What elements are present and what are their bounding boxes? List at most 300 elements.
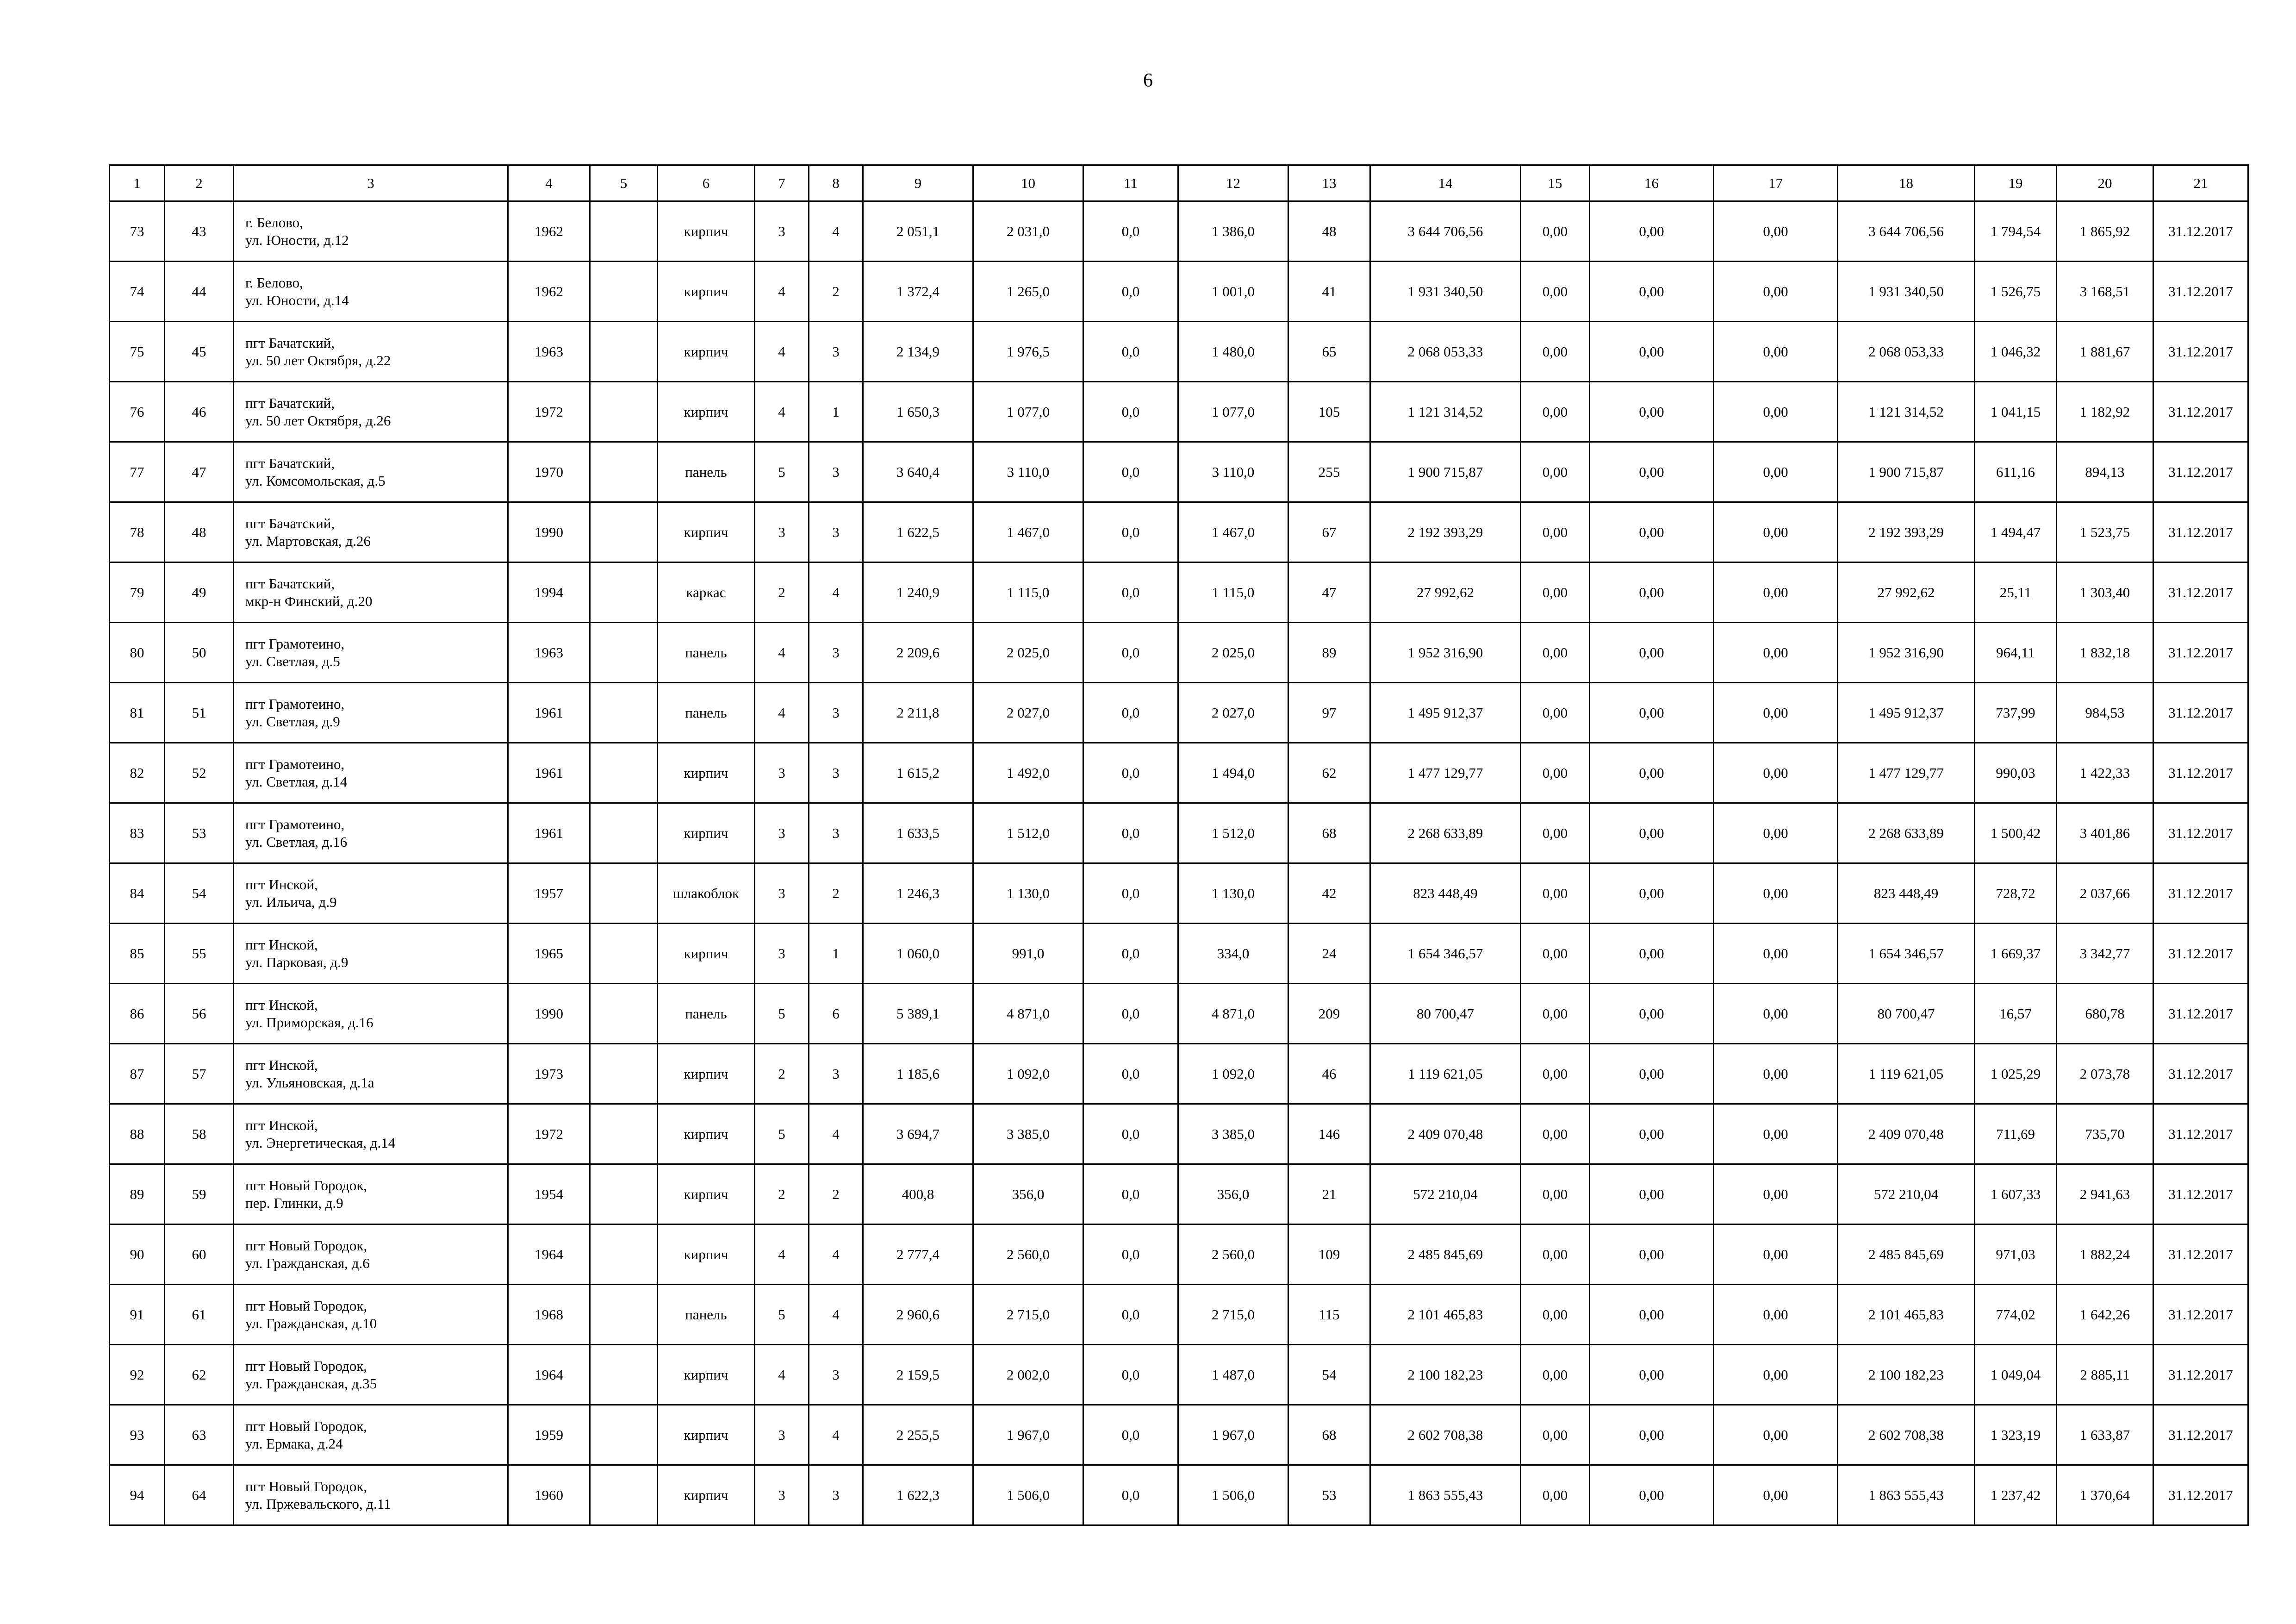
cell-col-17: 0,00 xyxy=(1714,382,1838,442)
cell-col-16: 0,00 xyxy=(1590,442,1714,502)
locality-text: пгт Инской, xyxy=(245,1056,318,1073)
cell-col-4: 1961 xyxy=(508,803,590,863)
table-body xyxy=(110,165,2248,1525)
cell-col-9: 400,8 xyxy=(863,1164,973,1224)
cell-col-15: 0,00 xyxy=(1521,502,1590,562)
cell-col-1: 84 xyxy=(110,863,165,924)
cell-col-7: 5 xyxy=(755,1285,809,1345)
cell-col-6: кирпич xyxy=(658,1044,755,1104)
cell-col-1: 78 xyxy=(110,502,165,562)
cell-col-1: 86 xyxy=(110,984,165,1044)
cell-col-14: 2 100 182,23 xyxy=(1370,1345,1521,1405)
cell-col-6: панель xyxy=(658,1285,755,1345)
cell-col-21: 31.12.2017 xyxy=(2153,262,2248,322)
cell-col-14: 2 602 708,38 xyxy=(1370,1405,1521,1465)
cell-col-20: 2 037,66 xyxy=(2057,863,2153,924)
cell-col-19: 1 025,29 xyxy=(1975,1044,2057,1104)
locality-text: пгт Грамотеино, xyxy=(245,695,345,712)
cell-col-17: 0,00 xyxy=(1714,743,1838,803)
cell-col-2: 62 xyxy=(165,1345,234,1405)
cell-col-2: 59 xyxy=(165,1164,234,1224)
cell-col-14: 2 409 070,48 xyxy=(1370,1104,1521,1164)
cell-col-2: 50 xyxy=(165,623,234,683)
cell-col-13: 115 xyxy=(1288,1285,1370,1345)
cell-col-17: 0,00 xyxy=(1714,1044,1838,1104)
cell-col-6: каркас xyxy=(658,562,755,623)
cell-col-19: 1 500,42 xyxy=(1975,803,2057,863)
page-number: 6 xyxy=(1143,70,1153,91)
cell-col-15: 0,00 xyxy=(1521,1104,1590,1164)
cell-col-1: 82 xyxy=(110,743,165,803)
cell-col-4: 1962 xyxy=(508,201,590,262)
cell-col-16: 0,00 xyxy=(1590,1465,1714,1525)
cell-col-11: 0,0 xyxy=(1083,1285,1178,1345)
cell-col-5 xyxy=(590,924,658,984)
table-row xyxy=(110,1345,2248,1405)
cell-col-2: 44 xyxy=(165,262,234,322)
cell-col-13: 255 xyxy=(1288,442,1370,502)
cell-col-11: 0,0 xyxy=(1083,1224,1178,1285)
cell-col-12: 1 077,0 xyxy=(1178,382,1288,442)
cell-col-12: 4 871,0 xyxy=(1178,984,1288,1044)
cell-col-16: 0,00 xyxy=(1590,683,1714,743)
cell-col-13: 47 xyxy=(1288,562,1370,623)
cell-col-20: 3 168,51 xyxy=(2057,262,2153,322)
cell-col-11: 0,0 xyxy=(1083,1044,1178,1104)
locality-text: пгт Грамотеино, xyxy=(245,756,345,772)
cell-col-18: 1 477 129,77 xyxy=(1838,743,1975,803)
cell-col-9: 1 633,5 xyxy=(863,803,973,863)
cell-col-17: 0,00 xyxy=(1714,863,1838,924)
cell-col-20: 3 401,86 xyxy=(2057,803,2153,863)
cell-col-19: 711,69 xyxy=(1975,1104,2057,1164)
street-text: ул. Комсомольская, д.5 xyxy=(245,472,386,489)
cell-col-13: 48 xyxy=(1288,201,1370,262)
cell-col-1: 91 xyxy=(110,1285,165,1345)
address-cell xyxy=(234,743,508,803)
cell-col-7: 3 xyxy=(755,803,809,863)
cell-col-9: 1 372,4 xyxy=(863,262,973,322)
cell-col-10: 1 512,0 xyxy=(973,803,1083,863)
address-cell xyxy=(234,1224,508,1285)
cell-col-20: 2 073,78 xyxy=(2057,1044,2153,1104)
cell-col-9: 1 615,2 xyxy=(863,743,973,803)
address-cell xyxy=(234,623,508,683)
street-text: ул. Ульяновская, д.1а xyxy=(245,1074,374,1091)
cell-col-17: 0,00 xyxy=(1714,502,1838,562)
cell-col-16: 0,00 xyxy=(1590,262,1714,322)
address-cell xyxy=(234,262,508,322)
cell-col-9: 2 211,8 xyxy=(863,683,973,743)
cell-col-7: 2 xyxy=(755,1164,809,1224)
cell-col-13: 42 xyxy=(1288,863,1370,924)
locality-text: пгт Инской, xyxy=(245,996,318,1013)
cell-col-10: 1 967,0 xyxy=(973,1405,1083,1465)
cell-col-12: 3 385,0 xyxy=(1178,1104,1288,1164)
cell-col-10: 2 002,0 xyxy=(973,1345,1083,1405)
cell-col-4: 1972 xyxy=(508,1104,590,1164)
cell-col-12: 1 967,0 xyxy=(1178,1405,1288,1465)
column-header: 13 xyxy=(1288,165,1370,201)
cell-col-11: 0,0 xyxy=(1083,322,1178,382)
cell-col-5 xyxy=(590,743,658,803)
cell-col-14: 1 495 912,37 xyxy=(1370,683,1521,743)
cell-col-18: 2 409 070,48 xyxy=(1838,1104,1975,1164)
cell-col-15: 0,00 xyxy=(1521,382,1590,442)
cell-col-19: 1 237,42 xyxy=(1975,1465,2057,1525)
column-header: 2 xyxy=(165,165,234,201)
cell-col-1: 89 xyxy=(110,1164,165,1224)
cell-col-21: 31.12.2017 xyxy=(2153,1405,2248,1465)
cell-col-10: 1 492,0 xyxy=(973,743,1083,803)
cell-col-4: 1964 xyxy=(508,1224,590,1285)
cell-col-11: 0,0 xyxy=(1083,562,1178,623)
cell-col-17: 0,00 xyxy=(1714,1345,1838,1405)
cell-col-11: 0,0 xyxy=(1083,743,1178,803)
cell-col-11: 0,0 xyxy=(1083,442,1178,502)
cell-col-11: 0,0 xyxy=(1083,984,1178,1044)
cell-col-4: 1959 xyxy=(508,1405,590,1465)
cell-col-5 xyxy=(590,1285,658,1345)
cell-col-9: 2 255,5 xyxy=(863,1405,973,1465)
table-row xyxy=(110,562,2248,623)
cell-col-11: 0,0 xyxy=(1083,201,1178,262)
cell-col-10: 1 976,5 xyxy=(973,322,1083,382)
cell-col-20: 2 885,11 xyxy=(2057,1345,2153,1405)
cell-col-9: 1 622,5 xyxy=(863,502,973,562)
cell-col-5 xyxy=(590,1465,658,1525)
cell-col-17: 0,00 xyxy=(1714,683,1838,743)
table-row xyxy=(110,201,2248,262)
street-text: ул. Светлая, д.5 xyxy=(245,653,340,669)
cell-col-18: 1 931 340,50 xyxy=(1838,262,1975,322)
cell-col-10: 4 871,0 xyxy=(973,984,1083,1044)
cell-col-4: 1954 xyxy=(508,1164,590,1224)
table-row xyxy=(110,262,2248,322)
cell-col-14: 2 101 465,83 xyxy=(1370,1285,1521,1345)
cell-col-5 xyxy=(590,623,658,683)
table-row xyxy=(110,623,2248,683)
cell-col-18: 2 068 053,33 xyxy=(1838,322,1975,382)
street-text: ул. Светлая, д.14 xyxy=(245,773,348,790)
locality-text: пгт Грамотеино, xyxy=(245,816,345,832)
cell-col-12: 1 494,0 xyxy=(1178,743,1288,803)
column-header: 17 xyxy=(1714,165,1838,201)
cell-col-19: 728,72 xyxy=(1975,863,2057,924)
cell-col-16: 0,00 xyxy=(1590,743,1714,803)
table-row xyxy=(110,1104,2248,1164)
cell-col-12: 1 506,0 xyxy=(1178,1465,1288,1525)
cell-col-21: 31.12.2017 xyxy=(2153,924,2248,984)
cell-col-9: 1 185,6 xyxy=(863,1044,973,1104)
cell-col-21: 31.12.2017 xyxy=(2153,1465,2248,1525)
cell-col-18: 2 101 465,83 xyxy=(1838,1285,1975,1345)
locality-text: пгт Новый Городок, xyxy=(245,1357,367,1374)
street-text: ул. Энергетическая, д.14 xyxy=(245,1134,396,1151)
cell-col-12: 1 512,0 xyxy=(1178,803,1288,863)
cell-col-12: 2 560,0 xyxy=(1178,1224,1288,1285)
cell-col-16: 0,00 xyxy=(1590,201,1714,262)
cell-col-10: 3 385,0 xyxy=(973,1104,1083,1164)
cell-col-13: 41 xyxy=(1288,262,1370,322)
cell-col-16: 0,00 xyxy=(1590,924,1714,984)
street-text: ул. Светлая, д.9 xyxy=(245,713,340,730)
cell-col-13: 65 xyxy=(1288,322,1370,382)
table-row xyxy=(110,743,2248,803)
cell-col-7: 3 xyxy=(755,924,809,984)
cell-col-8: 6 xyxy=(809,984,863,1044)
cell-col-2: 49 xyxy=(165,562,234,623)
cell-col-15: 0,00 xyxy=(1521,803,1590,863)
cell-col-13: 97 xyxy=(1288,683,1370,743)
cell-col-17: 0,00 xyxy=(1714,442,1838,502)
cell-col-19: 774,02 xyxy=(1975,1285,2057,1345)
column-header: 19 xyxy=(1975,165,2057,201)
street-text: ул. Гражданская, д.10 xyxy=(245,1315,377,1331)
cell-col-13: 24 xyxy=(1288,924,1370,984)
locality-text: пгт Новый Городок, xyxy=(245,1418,367,1434)
cell-col-5 xyxy=(590,502,658,562)
cell-col-6: кирпич xyxy=(658,1465,755,1525)
cell-col-19: 25,11 xyxy=(1975,562,2057,623)
cell-col-5 xyxy=(590,201,658,262)
address-cell xyxy=(234,1345,508,1405)
cell-col-20: 1 182,92 xyxy=(2057,382,2153,442)
cell-col-8: 4 xyxy=(809,201,863,262)
cell-col-7: 3 xyxy=(755,1465,809,1525)
cell-col-8: 4 xyxy=(809,562,863,623)
cell-col-21: 31.12.2017 xyxy=(2153,1224,2248,1285)
cell-col-7: 5 xyxy=(755,984,809,1044)
street-text: ул. Пржевальского, д.11 xyxy=(245,1495,391,1512)
cell-col-12: 356,0 xyxy=(1178,1164,1288,1224)
street-text: ул. Гражданская, д.6 xyxy=(245,1255,370,1271)
cell-col-20: 1 832,18 xyxy=(2057,623,2153,683)
cell-col-1: 88 xyxy=(110,1104,165,1164)
cell-col-18: 1 495 912,37 xyxy=(1838,683,1975,743)
cell-col-16: 0,00 xyxy=(1590,1044,1714,1104)
cell-col-18: 572 210,04 xyxy=(1838,1164,1975,1224)
cell-col-8: 2 xyxy=(809,262,863,322)
street-text: пер. Глинки, д.9 xyxy=(245,1194,343,1211)
cell-col-2: 55 xyxy=(165,924,234,984)
cell-col-2: 45 xyxy=(165,322,234,382)
cell-col-2: 58 xyxy=(165,1104,234,1164)
cell-col-5 xyxy=(590,1224,658,1285)
cell-col-15: 0,00 xyxy=(1521,863,1590,924)
cell-col-5 xyxy=(590,984,658,1044)
cell-col-8: 1 xyxy=(809,924,863,984)
cell-col-17: 0,00 xyxy=(1714,262,1838,322)
cell-col-15: 0,00 xyxy=(1521,562,1590,623)
cell-col-10: 1 506,0 xyxy=(973,1465,1083,1525)
cell-col-12: 1 115,0 xyxy=(1178,562,1288,623)
column-header: 18 xyxy=(1838,165,1975,201)
table-row xyxy=(110,803,2248,863)
cell-col-2: 64 xyxy=(165,1465,234,1525)
cell-col-16: 0,00 xyxy=(1590,1224,1714,1285)
cell-col-8: 3 xyxy=(809,1044,863,1104)
cell-col-1: 73 xyxy=(110,201,165,262)
cell-col-6: кирпич xyxy=(658,201,755,262)
cell-col-9: 2 051,1 xyxy=(863,201,973,262)
cell-col-1: 92 xyxy=(110,1345,165,1405)
cell-col-5 xyxy=(590,382,658,442)
cell-col-8: 3 xyxy=(809,442,863,502)
cell-col-14: 2 192 393,29 xyxy=(1370,502,1521,562)
cell-col-18: 2 100 182,23 xyxy=(1838,1345,1975,1405)
cell-col-8: 3 xyxy=(809,743,863,803)
cell-col-12: 1 092,0 xyxy=(1178,1044,1288,1104)
cell-col-10: 1 265,0 xyxy=(973,262,1083,322)
locality-text: пгт Бачатский, xyxy=(245,394,335,411)
cell-col-13: 89 xyxy=(1288,623,1370,683)
cell-col-19: 1 494,47 xyxy=(1975,502,2057,562)
cell-col-16: 0,00 xyxy=(1590,382,1714,442)
cell-col-10: 356,0 xyxy=(973,1164,1083,1224)
cell-col-12: 3 110,0 xyxy=(1178,442,1288,502)
cell-col-20: 1 882,24 xyxy=(2057,1224,2153,1285)
table-row xyxy=(110,1285,2248,1345)
cell-col-15: 0,00 xyxy=(1521,1164,1590,1224)
cell-col-21: 31.12.2017 xyxy=(2153,984,2248,1044)
cell-col-20: 1 370,64 xyxy=(2057,1465,2153,1525)
table-row xyxy=(110,1044,2248,1104)
cell-col-19: 1 323,19 xyxy=(1975,1405,2057,1465)
cell-col-20: 1 642,26 xyxy=(2057,1285,2153,1345)
cell-col-17: 0,00 xyxy=(1714,201,1838,262)
cell-col-6: кирпич xyxy=(658,1224,755,1285)
cell-col-11: 0,0 xyxy=(1083,1465,1178,1525)
cell-col-13: 109 xyxy=(1288,1224,1370,1285)
cell-col-5 xyxy=(590,562,658,623)
address-cell xyxy=(234,1405,508,1465)
cell-col-6: кирпич xyxy=(658,924,755,984)
cell-col-20: 894,13 xyxy=(2057,442,2153,502)
cell-col-9: 3 640,4 xyxy=(863,442,973,502)
street-text: ул. Ильича, д.9 xyxy=(245,893,337,910)
cell-col-11: 0,0 xyxy=(1083,863,1178,924)
cell-col-7: 3 xyxy=(755,1405,809,1465)
column-header: 11 xyxy=(1083,165,1178,201)
cell-col-15: 0,00 xyxy=(1521,1044,1590,1104)
cell-col-17: 0,00 xyxy=(1714,924,1838,984)
address-cell xyxy=(234,984,508,1044)
cell-col-6: кирпич xyxy=(658,743,755,803)
cell-col-5 xyxy=(590,803,658,863)
cell-col-13: 67 xyxy=(1288,502,1370,562)
cell-col-14: 572 210,04 xyxy=(1370,1164,1521,1224)
cell-col-16: 0,00 xyxy=(1590,502,1714,562)
cell-col-17: 0,00 xyxy=(1714,1405,1838,1465)
cell-col-6: панель xyxy=(658,683,755,743)
cell-col-2: 56 xyxy=(165,984,234,1044)
street-text: ул. Ермака, д.24 xyxy=(245,1435,343,1452)
cell-col-6: кирпич xyxy=(658,262,755,322)
column-header: 15 xyxy=(1521,165,1590,201)
cell-col-19: 1 041,15 xyxy=(1975,382,2057,442)
cell-col-4: 1968 xyxy=(508,1285,590,1345)
cell-col-2: 60 xyxy=(165,1224,234,1285)
cell-col-11: 0,0 xyxy=(1083,382,1178,442)
column-header: 16 xyxy=(1590,165,1714,201)
cell-col-21: 31.12.2017 xyxy=(2153,562,2248,623)
cell-col-4: 1963 xyxy=(508,322,590,382)
cell-col-8: 4 xyxy=(809,1285,863,1345)
cell-col-18: 2 268 633,89 xyxy=(1838,803,1975,863)
address-cell xyxy=(234,322,508,382)
cell-col-4: 1965 xyxy=(508,924,590,984)
cell-col-7: 4 xyxy=(755,322,809,382)
cell-col-10: 2 031,0 xyxy=(973,201,1083,262)
cell-col-1: 83 xyxy=(110,803,165,863)
table-row xyxy=(110,1465,2248,1525)
street-text: мкр-н Финский, д.20 xyxy=(245,593,373,609)
cell-col-2: 43 xyxy=(165,201,234,262)
cell-col-1: 93 xyxy=(110,1405,165,1465)
cell-col-15: 0,00 xyxy=(1521,442,1590,502)
cell-col-2: 63 xyxy=(165,1405,234,1465)
cell-col-7: 3 xyxy=(755,502,809,562)
cell-col-17: 0,00 xyxy=(1714,984,1838,1044)
cell-col-1: 74 xyxy=(110,262,165,322)
cell-col-6: кирпич xyxy=(658,382,755,442)
cell-col-20: 2 941,63 xyxy=(2057,1164,2153,1224)
cell-col-9: 1 246,3 xyxy=(863,863,973,924)
cell-col-2: 46 xyxy=(165,382,234,442)
address-cell xyxy=(234,1044,508,1104)
cell-col-11: 0,0 xyxy=(1083,1405,1178,1465)
cell-col-21: 31.12.2017 xyxy=(2153,502,2248,562)
cell-col-18: 27 992,62 xyxy=(1838,562,1975,623)
cell-col-9: 2 209,6 xyxy=(863,623,973,683)
cell-col-8: 3 xyxy=(809,683,863,743)
cell-col-2: 53 xyxy=(165,803,234,863)
cell-col-13: 146 xyxy=(1288,1104,1370,1164)
cell-col-16: 0,00 xyxy=(1590,1405,1714,1465)
cell-col-20: 984,53 xyxy=(2057,683,2153,743)
cell-col-15: 0,00 xyxy=(1521,322,1590,382)
cell-col-9: 3 694,7 xyxy=(863,1104,973,1164)
cell-col-20: 1 303,40 xyxy=(2057,562,2153,623)
cell-col-14: 2 485 845,69 xyxy=(1370,1224,1521,1285)
cell-col-12: 1 487,0 xyxy=(1178,1345,1288,1405)
cell-col-12: 2 715,0 xyxy=(1178,1285,1288,1345)
table-row xyxy=(110,863,2248,924)
cell-col-16: 0,00 xyxy=(1590,322,1714,382)
street-text: ул. 50 лет Октября, д.22 xyxy=(245,352,391,369)
cell-col-12: 1 467,0 xyxy=(1178,502,1288,562)
locality-text: пгт Новый Городок, xyxy=(245,1478,367,1494)
cell-col-15: 0,00 xyxy=(1521,623,1590,683)
locality-text: г. Белово, xyxy=(245,214,303,231)
cell-col-20: 1 865,92 xyxy=(2057,201,2153,262)
cell-col-14: 2 068 053,33 xyxy=(1370,322,1521,382)
locality-text: пгт Новый Городок, xyxy=(245,1297,367,1314)
cell-col-17: 0,00 xyxy=(1714,1285,1838,1345)
cell-col-10: 991,0 xyxy=(973,924,1083,984)
cell-col-1: 81 xyxy=(110,683,165,743)
address-cell xyxy=(234,863,508,924)
cell-col-1: 75 xyxy=(110,322,165,382)
cell-col-17: 0,00 xyxy=(1714,1164,1838,1224)
cell-col-11: 0,0 xyxy=(1083,262,1178,322)
cell-col-21: 31.12.2017 xyxy=(2153,863,2248,924)
cell-col-6: кирпич xyxy=(658,502,755,562)
cell-col-5 xyxy=(590,442,658,502)
cell-col-6: кирпич xyxy=(658,1405,755,1465)
cell-col-19: 16,57 xyxy=(1975,984,2057,1044)
